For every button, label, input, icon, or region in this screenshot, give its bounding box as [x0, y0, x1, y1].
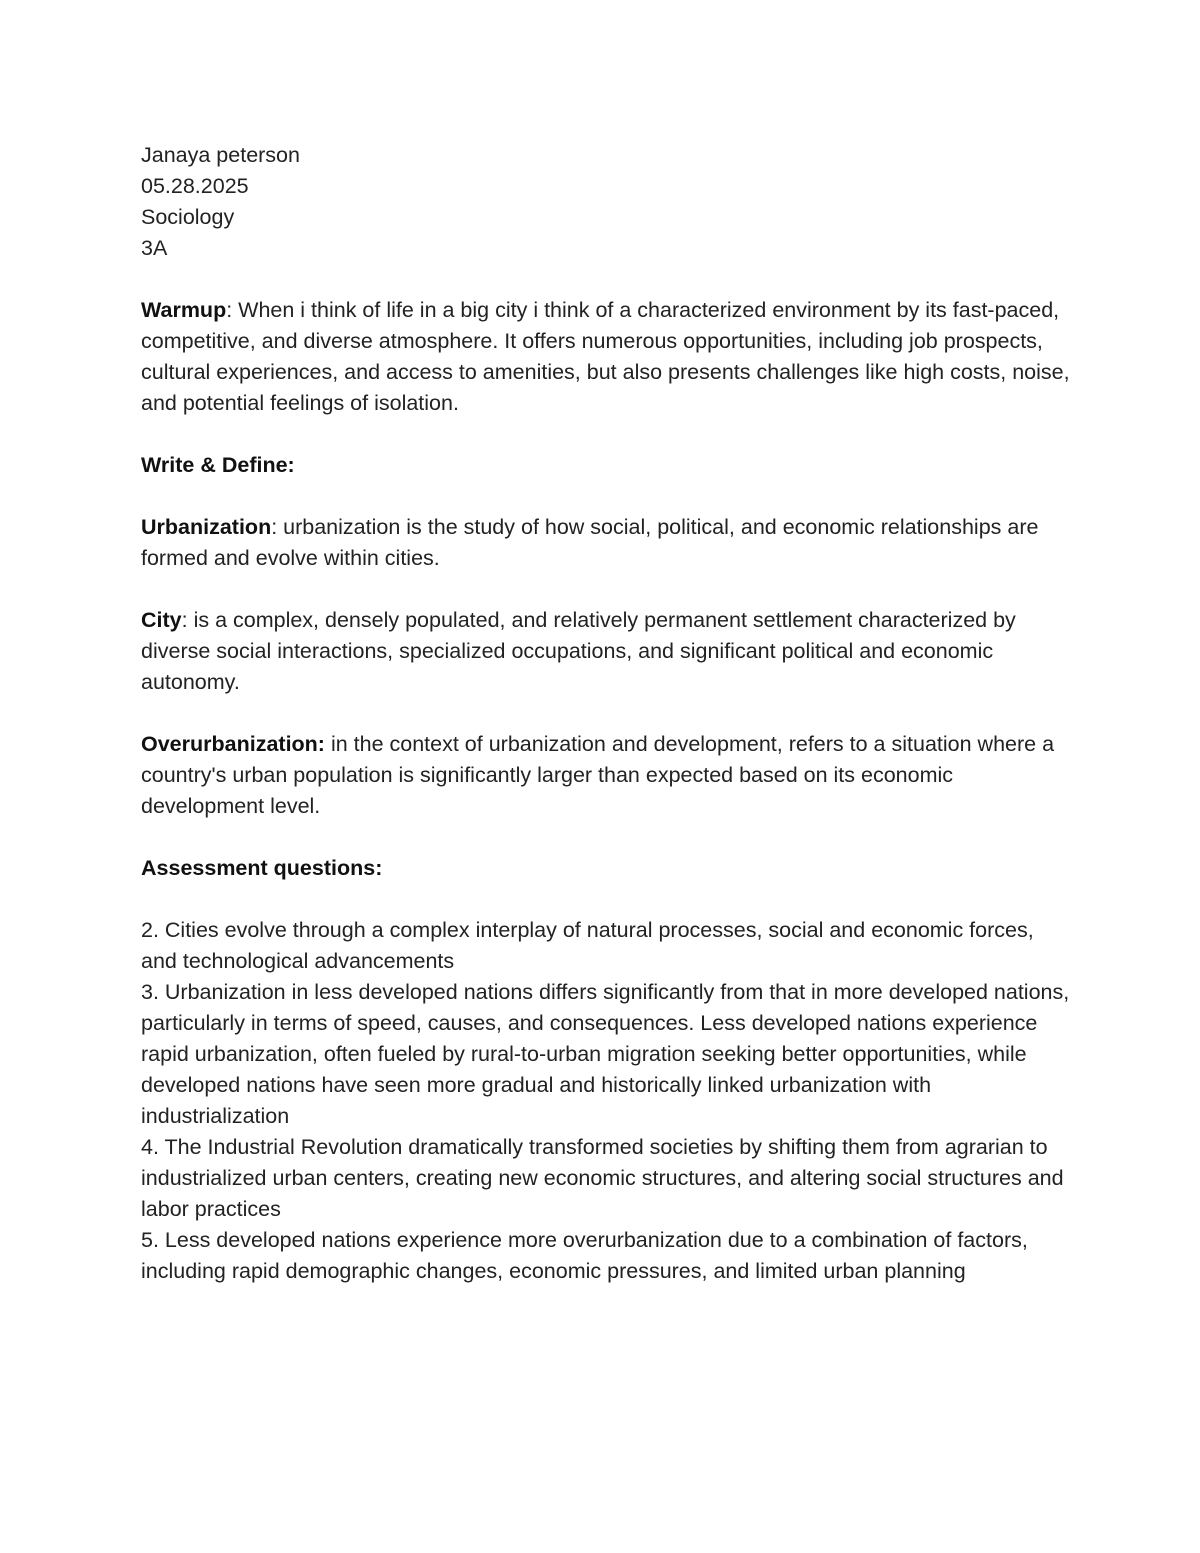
subject-name: Sociology — [141, 205, 235, 229]
document-page — [141, 140, 1071, 1287]
assessment-answers — [141, 915, 1071, 1287]
assignment-date: 05.28.2025 — [141, 174, 249, 198]
definition-term: Urbanization — [141, 515, 272, 539]
definition-overurbanization — [141, 729, 1071, 822]
warmup-paragraph — [141, 295, 1071, 419]
definition-city — [141, 605, 1071, 698]
assessment-heading-text: Assessment questions: — [141, 856, 383, 880]
definition-text: : urbanization is the study of how social, political, and economic relationships are formed and evolve within cities. — [141, 515, 1039, 570]
definition-urbanization — [141, 512, 1071, 574]
warmup-label: Warmup — [141, 298, 227, 322]
student-name: Janaya peterson — [141, 143, 300, 167]
write-define-heading-text: Write & Define: — [141, 453, 295, 477]
definition-text: in the context of urbanization and development, refers to a situation where a country's urban population is significantly larger than expected based on its economic development level. — [141, 732, 1055, 818]
write-define-heading — [141, 450, 1071, 481]
answer-item: 2. Cities evolve through a complex interplay of natural processes, social and economic forces, and technological advancements — [141, 918, 1034, 973]
assessment-heading — [141, 853, 1071, 884]
definition-term: City — [141, 608, 182, 632]
header-block — [141, 140, 1071, 264]
answer-item: 4. The Industrial Revolution dramatically transformed societies by shifting them from agrarian to industrialized urban centers, creating new economic structures, and altering social structures and labor practices — [141, 1135, 1064, 1221]
class-period: 3A — [141, 236, 168, 260]
answer-item: 3. Urbanization in less developed nations differs significantly from that in more developed nations, particularly in terms of speed, causes, and consequences. Less developed nations experience rapid urbanization, often fueled by rural-to-urban migration seeking better opportunities, while developed nations have seen more gradual and historically linked urbanization with industrialization — [141, 980, 1070, 1128]
answer-item: 5. Less developed nations experience more overurbanization due to a combination of factors, including rapid demographic changes, economic pressures, and limited urban planning — [141, 1228, 1028, 1283]
definition-term: Overurbanization: — [141, 732, 325, 756]
warmup-text: : When i think of life in a big city i think of a characterized environment by its fast-paced, competitive, and diverse atmosphere. It offers numerous opportunities, including job prospects, cultural experiences, and access to amenities, but also presents challenges like high costs, noise, and potential feelings of isolation. — [141, 298, 1070, 415]
definition-text: : is a complex, densely populated, and relatively permanent settlement characterized by diverse social interactions, specialized occupations, and significant political and economic autonomy. — [141, 608, 1016, 694]
